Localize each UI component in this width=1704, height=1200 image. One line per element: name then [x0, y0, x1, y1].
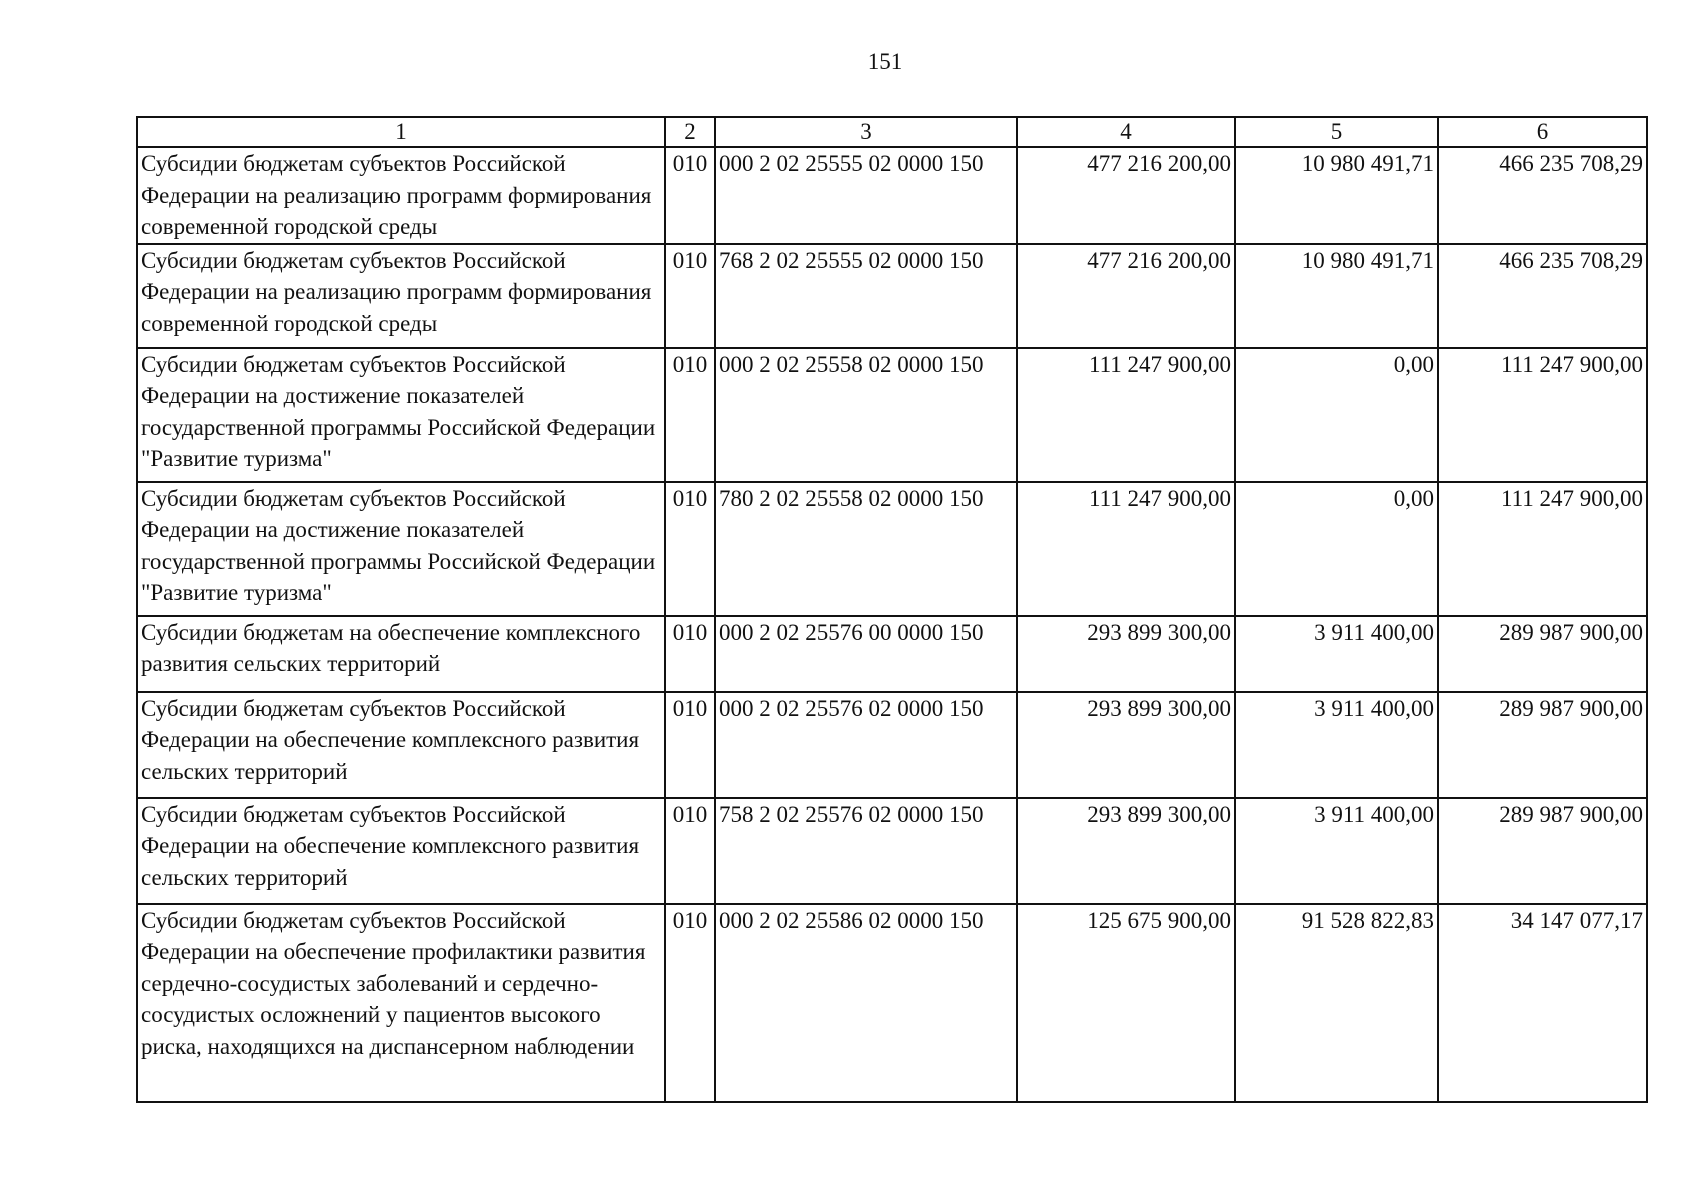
row-name: Субсидии бюджетам субъектов Российской Федерации на обеспечение комплексного развития сельских территорий — [137, 798, 665, 904]
row-name: Субсидии бюджетам субъектов Российской Федерации на достижение показателей государственной программы Российской Федерации "Развитие туризма" — [137, 348, 665, 482]
row-budget-code: 768 2 02 25555 02 0000 150 — [715, 244, 1017, 348]
row-name: Субсидии бюджетам субъектов Российской Федерации на обеспечение профилактики развития сердечно-сосудистых заболеваний и сердечно-сосудистых осложнений у пациентов высокого риска, находящихся на диспансерном наблюдении — [137, 904, 665, 1102]
row-name: Субсидии бюджетам субъектов Российской Федерации на реализацию программ формирования современной городской среды — [137, 244, 665, 348]
row-executed: 91 528 822,83 — [1235, 904, 1438, 1102]
table-row — [137, 798, 1647, 904]
row-line-code: 010 — [665, 348, 715, 482]
row-approved: 125 675 900,00 — [1017, 904, 1235, 1102]
column-number-1: 1 — [137, 117, 665, 147]
row-line-code: 010 — [665, 147, 715, 244]
row-unexecuted: 111 247 900,00 — [1438, 348, 1647, 482]
column-number-4: 4 — [1017, 117, 1235, 147]
row-executed: 3 911 400,00 — [1235, 798, 1438, 904]
column-number-row — [137, 117, 1647, 147]
row-budget-code: 000 2 02 25555 02 0000 150 — [715, 147, 1017, 244]
table-row — [137, 904, 1647, 1102]
row-approved: 293 899 300,00 — [1017, 798, 1235, 904]
column-number-6: 6 — [1438, 117, 1647, 147]
row-approved: 293 899 300,00 — [1017, 616, 1235, 692]
row-name: Субсидии бюджетам субъектов Российской Федерации на достижение показателей государственной программы Российской Федерации "Развитие туризма" — [137, 482, 665, 616]
table-row — [137, 482, 1647, 616]
column-number-3: 3 — [715, 117, 1017, 147]
row-executed: 0,00 — [1235, 348, 1438, 482]
row-approved: 477 216 200,00 — [1017, 244, 1235, 348]
column-number-5: 5 — [1235, 117, 1438, 147]
table-row — [137, 616, 1647, 692]
row-executed: 0,00 — [1235, 482, 1438, 616]
table-row — [137, 244, 1647, 348]
row-approved: 111 247 900,00 — [1017, 348, 1235, 482]
row-approved: 477 216 200,00 — [1017, 147, 1235, 244]
row-unexecuted: 111 247 900,00 — [1438, 482, 1647, 616]
row-approved: 111 247 900,00 — [1017, 482, 1235, 616]
row-executed: 10 980 491,71 — [1235, 147, 1438, 244]
row-budget-code: 000 2 02 25576 02 0000 150 — [715, 692, 1017, 798]
row-unexecuted: 466 235 708,29 — [1438, 244, 1647, 348]
row-name: Субсидии бюджетам на обеспечение комплексного развития сельских территорий — [137, 616, 665, 692]
row-line-code: 010 — [665, 692, 715, 798]
row-line-code: 010 — [665, 482, 715, 616]
row-unexecuted: 466 235 708,29 — [1438, 147, 1647, 244]
table-row — [137, 348, 1647, 482]
row-line-code: 010 — [665, 616, 715, 692]
table-row — [137, 147, 1647, 244]
table-row — [137, 692, 1647, 798]
row-budget-code: 758 2 02 25576 02 0000 150 — [715, 798, 1017, 904]
row-budget-code: 000 2 02 25586 02 0000 150 — [715, 904, 1017, 1102]
row-budget-code: 000 2 02 25558 02 0000 150 — [715, 348, 1017, 482]
row-budget-code: 780 2 02 25558 02 0000 150 — [715, 482, 1017, 616]
row-unexecuted: 289 987 900,00 — [1438, 616, 1647, 692]
row-name: Субсидии бюджетам субъектов Российской Федерации на обеспечение комплексного развития сельских территорий — [137, 692, 665, 798]
row-executed: 3 911 400,00 — [1235, 692, 1438, 798]
row-executed: 10 980 491,71 — [1235, 244, 1438, 348]
budget-table — [136, 116, 1648, 1103]
row-unexecuted: 289 987 900,00 — [1438, 798, 1647, 904]
row-line-code: 010 — [665, 244, 715, 348]
row-unexecuted: 289 987 900,00 — [1438, 692, 1647, 798]
row-unexecuted: 34 147 077,17 — [1438, 904, 1647, 1102]
row-line-code: 010 — [665, 798, 715, 904]
row-line-code: 010 — [665, 904, 715, 1102]
row-name: Субсидии бюджетам субъектов Российской Федерации на реализацию программ формирования современной городской среды — [137, 147, 665, 244]
row-approved: 293 899 300,00 — [1017, 692, 1235, 798]
row-executed: 3 911 400,00 — [1235, 616, 1438, 692]
page-number: 151 — [867, 49, 903, 74]
row-budget-code: 000 2 02 25576 00 0000 150 — [715, 616, 1017, 692]
column-number-2: 2 — [665, 117, 715, 147]
